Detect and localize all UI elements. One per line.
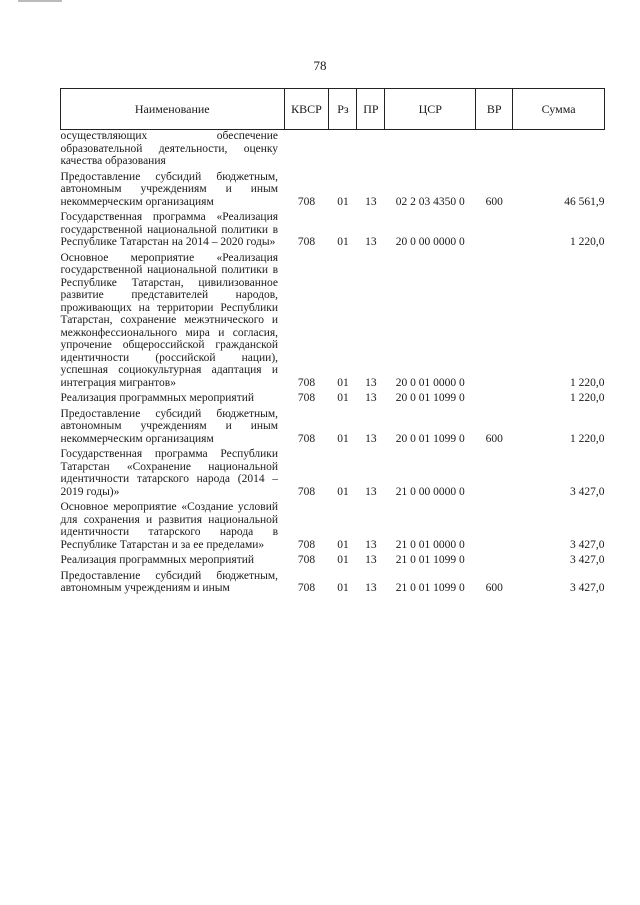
cell-rz: 01 bbox=[337, 376, 349, 389]
cell-sum: 1 220,0 bbox=[570, 392, 605, 404]
cell-csr bbox=[385, 130, 476, 171]
cell-csr: 20 0 00 0000 0 bbox=[395, 236, 465, 248]
cell-pr: 13 bbox=[365, 376, 377, 389]
cell-rz: 01 bbox=[337, 582, 349, 594]
cell-name: Государственная программа «Реализация государственной национальной политики в Республике Татарстан на 2014 – 2020 годы» bbox=[60, 211, 279, 248]
cell-sum: 3 427,0 bbox=[570, 485, 605, 498]
cell-csr: 21 0 00 0000 0 bbox=[395, 485, 465, 498]
cell-csr: 21 0 01 1099 0 bbox=[395, 554, 465, 566]
cell-name: Реализация программных мероприятий bbox=[60, 392, 255, 404]
cell-rz: 01 bbox=[337, 432, 349, 445]
cell-pr: 13 bbox=[365, 392, 377, 404]
table-row bbox=[61, 392, 605, 408]
cell-vr bbox=[476, 211, 513, 252]
table-header-row bbox=[61, 89, 605, 130]
cell-csr: 20 0 01 0000 0 bbox=[395, 376, 465, 389]
cell-name: Предоставление субсидий бюджетным, автономным учреждениям и иным bbox=[60, 569, 279, 594]
cell-sum: 3 427,0 bbox=[570, 538, 605, 551]
cell-ksr bbox=[284, 130, 329, 171]
cell-vr: 600 bbox=[485, 195, 503, 208]
cell-sum: 3 427,0 bbox=[570, 554, 605, 566]
cell-sum: 3 427,0 bbox=[570, 582, 605, 594]
cell-csr: 21 0 01 0000 0 bbox=[395, 538, 465, 551]
cell-ksr: 708 bbox=[297, 376, 316, 389]
table-row bbox=[61, 171, 605, 212]
cell-rz: 01 bbox=[337, 195, 349, 208]
table-row bbox=[61, 554, 605, 570]
cell-sum bbox=[513, 130, 605, 171]
table-row bbox=[61, 501, 605, 554]
cell-rz: 01 bbox=[337, 554, 349, 566]
cell-pr: 13 bbox=[365, 195, 377, 208]
cell-ksr: 708 bbox=[297, 195, 316, 208]
header-rz: Рз bbox=[329, 89, 357, 130]
cell-ksr: 708 bbox=[297, 485, 316, 498]
cell-rz: 01 bbox=[337, 538, 349, 551]
header-pr: ПР bbox=[357, 89, 385, 130]
header-sum: Сумма bbox=[513, 89, 605, 130]
cell-ksr: 708 bbox=[297, 432, 316, 445]
cell-sum: 1 220,0 bbox=[570, 236, 605, 248]
cell-csr: 02 2 03 4350 0 bbox=[395, 195, 465, 208]
cell-vr: 600 bbox=[485, 432, 503, 445]
cell-name: Предоставление субсидий бюджетным, автономным учреждениям и иным некоммерческим организациям bbox=[60, 407, 279, 445]
cell-vr bbox=[476, 252, 513, 393]
cell-vr bbox=[476, 130, 513, 171]
cell-csr: 20 0 01 1099 0 bbox=[395, 392, 465, 404]
cell-pr: 13 bbox=[365, 236, 377, 248]
cell-rz: 01 bbox=[337, 236, 349, 248]
cell-pr: 13 bbox=[365, 582, 377, 594]
cell-sum: 1 220,0 bbox=[570, 376, 605, 389]
cell-vr bbox=[476, 448, 513, 501]
cell-ksr: 708 bbox=[297, 392, 316, 404]
cell-vr bbox=[476, 392, 513, 408]
cell-pr: 13 bbox=[365, 554, 377, 566]
cell-pr: 13 bbox=[365, 538, 377, 551]
table-row bbox=[61, 408, 605, 449]
header-vr: ВР bbox=[476, 89, 513, 130]
cell-ksr: 708 bbox=[297, 554, 316, 566]
cell-name: Предоставление субсидий бюджетным, автономным учреждениям и иным некоммерческим организациям bbox=[60, 170, 279, 208]
header-csr: ЦСР bbox=[385, 89, 476, 130]
cell-name: Основное мероприятие «Создание условий для сохранения и развития национальной идентичности татарского народа в Республике Татарстан и за ее пределами» bbox=[60, 501, 279, 551]
cell-name: Основное мероприятие «Реализация государственной национальной политики в Республике Татарстан, цивилизованное развитие представителей народов, проживающих на территории Республики Татарстан, сохранение межэтнического и межконфессионального мира и согласия, упрочение общероссийской гражданской идентичности (российской нации), успешная социокультурная адаптация и интеграция мигрантов» bbox=[60, 251, 279, 389]
cell-pr: 13 bbox=[365, 432, 377, 445]
scan-artifact-mark bbox=[18, 0, 62, 2]
cell-ksr: 708 bbox=[297, 236, 316, 248]
header-ksr: КВСР bbox=[284, 89, 329, 130]
table-row bbox=[61, 211, 605, 252]
budget-table bbox=[60, 88, 605, 598]
header-name: Наименование bbox=[61, 89, 285, 130]
cell-rz: 01 bbox=[337, 392, 349, 404]
cell-pr: 13 bbox=[365, 485, 377, 498]
cell-pr bbox=[357, 130, 385, 171]
cell-ksr: 708 bbox=[297, 538, 316, 551]
cell-csr: 20 0 01 1099 0 bbox=[395, 432, 465, 445]
cell-name: осуществляющих обеспечение образовательной деятельности, оценку качества образования bbox=[60, 130, 279, 167]
cell-name: Реализация программных мероприятий bbox=[60, 554, 255, 566]
cell-csr: 21 0 01 1099 0 bbox=[395, 582, 465, 594]
cell-name: Государственная программа Республики Татарстан «Сохранение национальной идентичности татарского народа (2014 – 2019 годы)» bbox=[60, 448, 279, 498]
table-body bbox=[61, 130, 605, 598]
cell-rz bbox=[329, 130, 357, 171]
table-row bbox=[61, 448, 605, 501]
table-row bbox=[61, 252, 605, 393]
cell-sum: 46 561,9 bbox=[564, 195, 605, 208]
cell-vr bbox=[476, 501, 513, 554]
cell-ksr: 708 bbox=[297, 582, 316, 594]
table-row bbox=[61, 570, 605, 598]
cell-vr bbox=[476, 554, 513, 570]
cell-rz: 01 bbox=[337, 485, 349, 498]
cell-vr: 600 bbox=[485, 582, 503, 594]
cell-sum: 1 220,0 bbox=[570, 432, 605, 445]
table-row bbox=[61, 130, 605, 171]
page-number: 78 bbox=[313, 58, 327, 73]
